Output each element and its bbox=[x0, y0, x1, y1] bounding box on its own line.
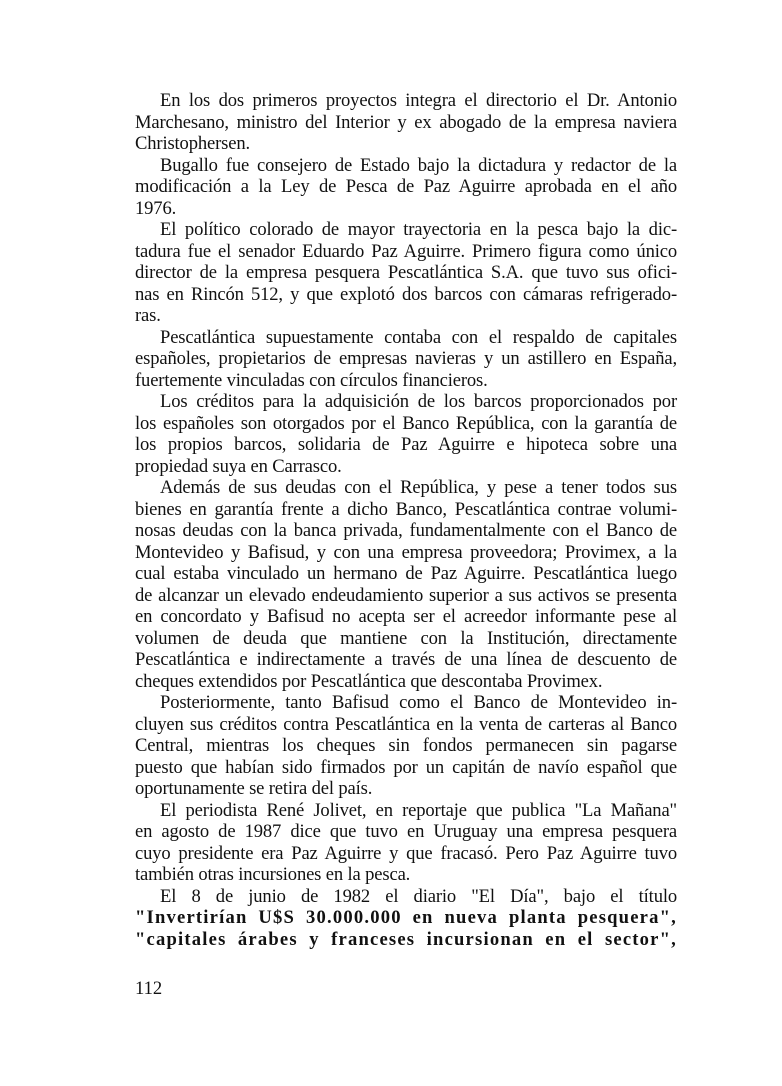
text-line: en agosto de 1987 dice que tuvo en Uruguay una empresa pesquera bbox=[135, 821, 677, 842]
text-line: modificación a la Ley de Pesca de Paz Aguirre aprobada en el año bbox=[135, 176, 677, 197]
text-line: Posteriormente, tanto Bafisud como el Banco de Montevideo in- bbox=[160, 692, 677, 713]
text-line: propiedad suya en Carrasco. bbox=[135, 455, 342, 477]
text-line: Central, mientras los cheques sin fondos permanecen sin pagarse bbox=[135, 735, 677, 756]
text-line: Los créditos para la adquisición de los barcos proporcionados por bbox=[160, 391, 677, 412]
text-line: Christophersen. bbox=[135, 133, 250, 154]
text-line: El periodista René Jolivet, en reportaje que publica "La Mañana" bbox=[160, 799, 677, 821]
text-line: ras. bbox=[135, 305, 161, 326]
text-line: los propios barcos, solidaria de Paz Aguirre e hipoteca sobre una bbox=[135, 434, 677, 455]
text-line: puesto que habían sido firmados por un capitán de navío español que bbox=[135, 756, 677, 778]
text-line: Bugallo fue consejero de Estado bajo la dictadura y redactor de la bbox=[160, 154, 677, 176]
text-line: también otras incursiones en la pesca. bbox=[135, 864, 411, 885]
text-line: cuyo presidente era Paz Aguirre y que fracasó. Pero Paz Aguirre tuvo bbox=[135, 842, 677, 864]
text-line: Pescatlántica supuestamente contaba con el respaldo de capitales bbox=[160, 326, 677, 348]
text-line: en concordato y Bafisud no acepta ser el acreedor informante pese al bbox=[135, 606, 677, 627]
text-line: El político colorado de mayor trayectoria en la pesca bajo la dic- bbox=[160, 219, 677, 240]
text-line: los españoles son otorgados por el Banco República, con la garantía de bbox=[135, 412, 677, 434]
text-line: cual estaba vinculado un hermano de Paz Aguirre. Pescatlántica luego bbox=[135, 563, 677, 584]
text-line: Marchesano, ministro del Interior y ex abogado de la empresa naviera bbox=[135, 111, 677, 133]
text-line: cheques extendidos por Pescatlántica que descontaba Provimex. bbox=[135, 670, 603, 692]
text-line: Pescatlántica e indirectamente a través de una línea de descuento de bbox=[135, 649, 677, 670]
text-line: Montevideo y Bafisud, y con una empresa proveedora; Provimex, a la bbox=[135, 541, 677, 563]
text-line: nas en Rincón 512, y que explotó dos barcos con cámaras refrigerado- bbox=[135, 283, 677, 305]
page-number: 112 bbox=[135, 978, 163, 999]
text-line: cluyen sus créditos contra Pescatlántica en la venta de carteras al Banco bbox=[135, 713, 677, 735]
headline-quote-line: "Invertirían U$S 30.000.000 en nueva planta pesquera", bbox=[135, 907, 677, 928]
text-line: tadura fue el senador Eduardo Paz Aguirre. Primero figura como único bbox=[135, 240, 677, 262]
text-line: director de la empresa pesquera Pescatlántica S.A. que tuvo sus ofici- bbox=[135, 262, 677, 283]
text-line: bienes en garantía frente a dicho Banco, Pescatlántica contrae volumi- bbox=[135, 498, 677, 520]
text-line: 1976. bbox=[135, 197, 177, 219]
text-line: volumen de deuda que mantiene con la Institución, directamente bbox=[135, 627, 677, 649]
text-line: Además de sus deudas con el República, y pese a tener todos sus bbox=[160, 477, 677, 498]
text-line: En los dos primeros proyectos integra el directorio el Dr. Antonio bbox=[160, 90, 677, 111]
text-line: nosas deudas con la banca privada, fundamentalmente con el Banco de bbox=[135, 520, 677, 541]
text-line: de alcanzar un elevado endeudamiento superior a sus activos se presenta bbox=[135, 584, 677, 606]
text-line: El 8 de junio de 1982 el diario "El Día", bajo el título bbox=[160, 885, 677, 907]
book-page-text bbox=[135, 90, 677, 950]
headline-quote-line: "capitales árabes y franceses incursionan en el sector", bbox=[135, 928, 677, 950]
text-line: españoles, propietarios de empresas navieras y un astillero en España, bbox=[135, 348, 677, 369]
text-line: fuertemente vinculadas con círculos financieros. bbox=[135, 369, 488, 391]
text-line: oportunamente se retira del país. bbox=[135, 778, 373, 799]
